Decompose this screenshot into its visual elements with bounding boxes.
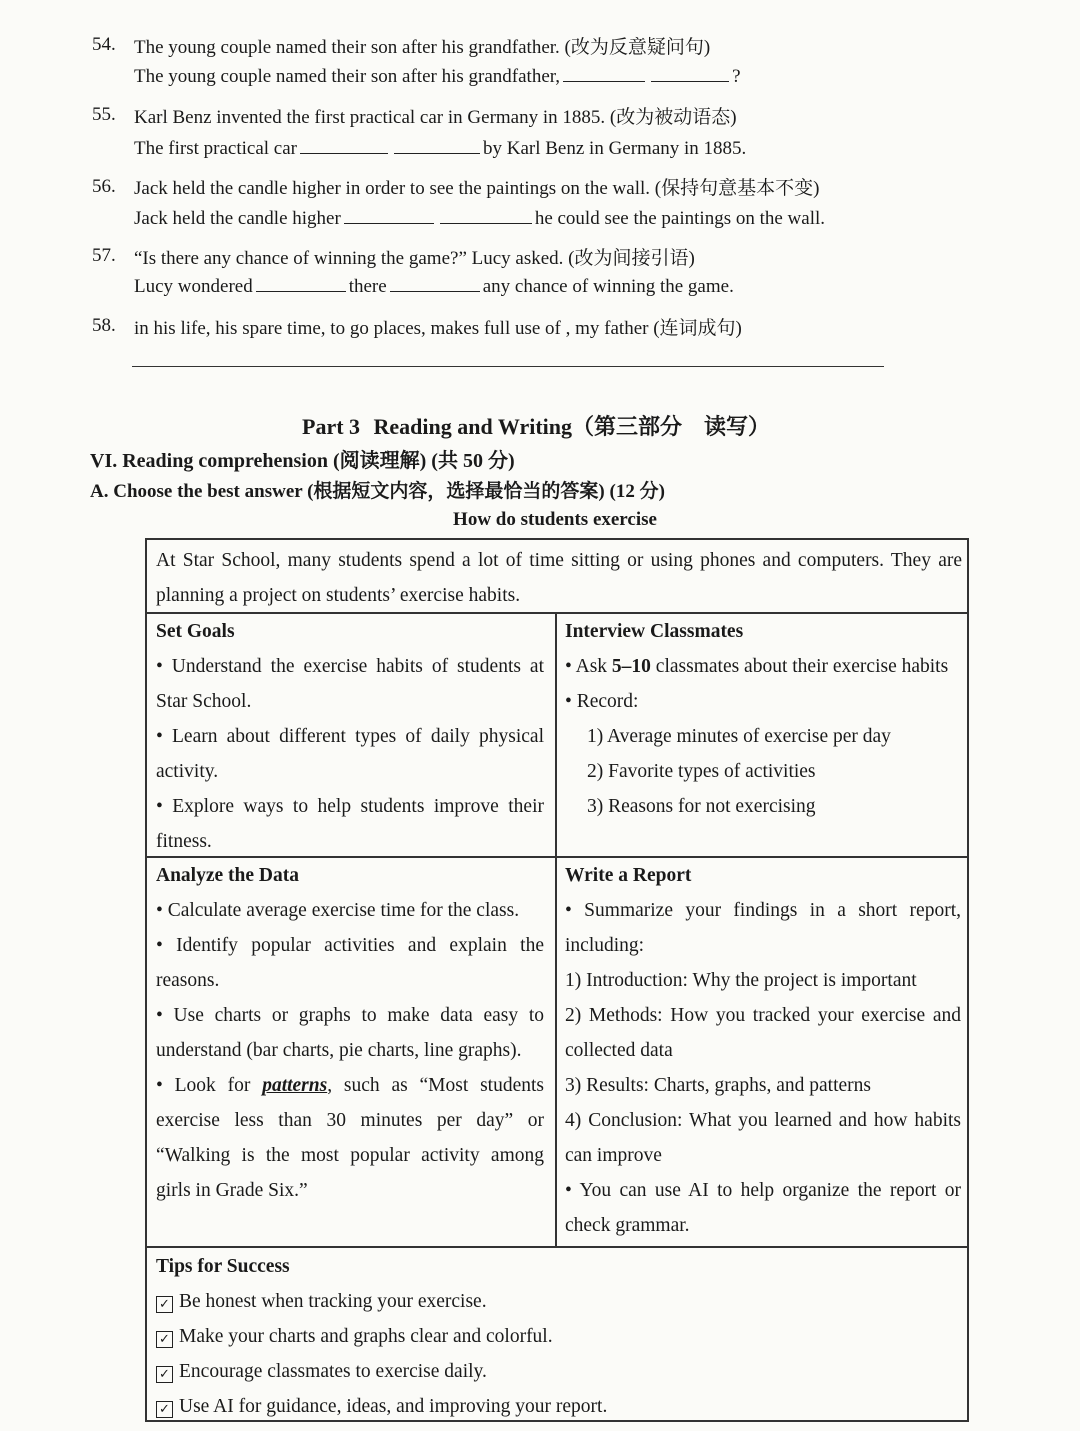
tip-item: ✓ Make your charts and graphs clear and colorful. [156,1319,962,1354]
question-answer-line: The young couple named their son after his grandfather, ? [134,66,741,87]
question-answer-line: The first practical car by Karl Benz in Germany in 1885. [134,138,747,159]
report-cell [565,858,961,1243]
blank[interactable] [256,290,346,292]
checkbox-checked-icon: ✓ [156,1366,173,1383]
blank[interactable] [651,80,729,82]
interview-cell [565,614,961,824]
checkbox-checked-icon: ✓ [156,1296,173,1313]
question-number: 55. [92,104,116,125]
tip-item: ✓ Use AI for guidance, ideas, and improving your report. [156,1389,962,1424]
list-item: 4) Conclusion: What you learned and how habits can improve [565,1110,961,1166]
question-prompt: “Is there any chance of winning the game?” Lucy asked. (改为间接引语) [134,248,695,269]
list-item: • Identify popular activities and explain the reasons. [156,935,544,991]
list-item: 3) Results: Charts, graphs, and patterns [565,1075,871,1096]
list-item: 1) Introduction: Why the project is important [565,970,917,991]
tip-item: ✓ Be honest when tracking your exercise. [156,1284,962,1319]
question-answer-line: Lucy wondered there any chance of winning the game. [134,276,734,297]
divider [147,1246,967,1248]
list-item: • Ask 5–10 classmates about their exercise habits [565,656,949,677]
question-prompt: in his life, his spare time, to go places, makes full use of , my father (连词成句) [134,318,742,339]
tips-cell [156,1249,962,1424]
checkbox-checked-icon: ✓ [156,1331,173,1348]
question-number: 56. [92,176,116,197]
list-item: • Explore ways to help students improve their fitness. [156,796,544,852]
blank[interactable] [440,222,532,224]
list-item: • Learn about different types of daily physical activity. [156,726,544,782]
question-number: 54. [92,34,116,55]
list-item: 2) Methods: How you tracked your exercise and collected data [565,1005,961,1061]
list-item: 1) Average minutes of exercise per day [587,726,891,747]
subsection-heading: A. Choose the best answer (根据短文内容，选择最恰当的答案) (12 分) [90,481,665,502]
question-prompt: Karl Benz invented the first practical car in Germany in 1885. (改为被动语态) [134,107,737,128]
set-goals-cell [156,614,544,859]
cell-heading: Tips for Success [156,1256,290,1277]
question-number: 58. [92,315,116,336]
list-item: • Summarize your findings in a short report, including: [565,900,961,956]
question-prompt: Jack held the candle higher in order to see the paintings on the wall. (保持句意基本不变) [134,178,820,199]
checkbox-checked-icon: ✓ [156,1401,173,1418]
blank[interactable] [390,290,480,292]
question-answer-line: Jack held the candle higher he could see the paintings on the wall. [134,208,826,229]
cell-heading: Interview Classmates [565,621,744,642]
divider [555,614,557,1248]
list-item: • Calculate average exercise time for the class. [156,900,520,921]
analyze-cell [156,858,544,1208]
list-item: • Use charts or graphs to make data easy to understand (bar charts, pie charts, line graphs). [156,1005,544,1061]
blank[interactable] [394,152,480,154]
passage-title: How do students exercise [453,509,657,530]
list-item: • Look for patterns, such as “Most students exercise less than 30 minutes per day” or “Walking is the most popular activity among girls in Grade Six.” [156,1075,545,1201]
project-table [145,538,969,1422]
list-item: • You can use AI to help organize the report or check grammar. [565,1180,961,1236]
list-item: • Record: [565,691,639,712]
cell-heading: Write a Report [565,865,692,886]
answer-line[interactable] [132,366,884,367]
question-number: 57. [92,245,116,266]
list-item: 3) Reasons for not exercising [587,796,816,817]
question-prompt: The young couple named their son after his grandfather. (改为反意疑问句) [134,37,711,58]
list-item: • Understand the exercise habits of students at Star School. [156,656,544,712]
list-item: 2) Favorite types of activities [587,761,816,782]
blank[interactable] [300,152,388,154]
section-heading: VI. Reading comprehension (阅读理解) (共 50 分) [90,450,515,472]
cell-heading: Set Goals [156,621,235,642]
tip-item: ✓ Encourage classmates to exercise daily. [156,1354,962,1389]
intro-text: At Star School, many students spend a lot of time sitting or using phones and computers. They are planning a project on students’ exercise habits. [156,550,962,606]
part-title: Part 3 Reading and Writing（第三部分 读写） [302,414,770,439]
blank[interactable] [563,80,645,82]
cell-heading: Analyze the Data [156,865,299,886]
blank[interactable] [344,222,434,224]
